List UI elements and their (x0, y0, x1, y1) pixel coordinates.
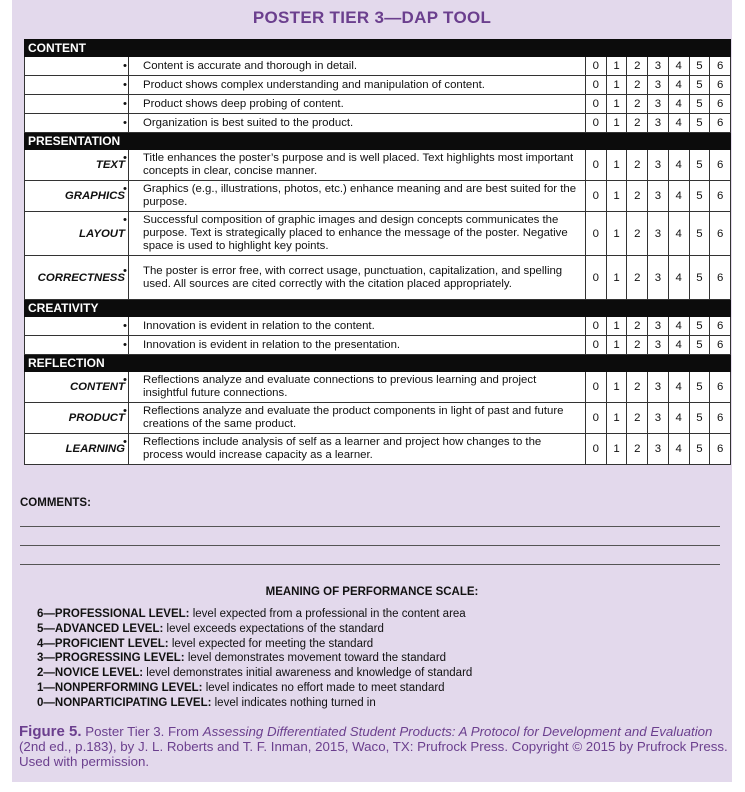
rubric-row (25, 336, 731, 355)
criterion-description (123, 95, 586, 114)
score-cell-3[interactable]: 3 (648, 372, 669, 403)
score-cell-0[interactable]: 0 (586, 403, 607, 434)
score-cell-1[interactable]: 1 (606, 114, 627, 133)
score-cell-4[interactable]: 4 (668, 114, 689, 133)
score-cell-3[interactable]: 3 (648, 114, 669, 133)
score-cell-2[interactable]: 2 (627, 317, 648, 336)
scale-level-name: 1—NONPERFORMING LEVEL: (37, 681, 203, 694)
score-cell-1[interactable]: 1 (606, 372, 627, 403)
score-cell-0[interactable]: 0 (586, 181, 607, 212)
scale-level-name: 0—NONPARTICIPATING LEVEL: (37, 696, 212, 709)
score-cell-2[interactable]: 2 (627, 403, 648, 434)
section-header (25, 133, 731, 150)
scale-level-name: 6—PROFESSIONAL LEVEL: (37, 608, 190, 620)
score-cell-3[interactable]: 3 (648, 212, 669, 256)
score-cell-5[interactable]: 5 (689, 57, 710, 76)
scale-level-name: 2—NOVICE LEVEL: (37, 667, 144, 680)
score-cell-5[interactable]: 5 (689, 403, 710, 434)
scale-level-name: 4—PROFICIENT LEVEL: (37, 637, 169, 650)
score-cell-4[interactable]: 4 (668, 150, 689, 181)
score-cell-2[interactable]: 2 (627, 76, 648, 95)
criterion-label: CONTENT (25, 372, 129, 403)
section-title: CREATIVITY (25, 300, 731, 317)
score-cell-3[interactable]: 3 (648, 403, 669, 434)
score-cell-6[interactable]: 6 (710, 76, 731, 95)
score-cell-4[interactable]: 4 (668, 181, 689, 212)
score-cell-5[interactable]: 5 (689, 150, 710, 181)
bullet-icon: • (123, 264, 127, 277)
scale-level-name: 5—ADVANCED LEVEL: (37, 622, 164, 635)
score-cell-3[interactable]: 3 (648, 434, 669, 465)
scale-level-desc: level indicates nothing turned in (214, 696, 376, 709)
score-cell-3[interactable]: 3 (648, 336, 669, 355)
score-cell-6[interactable]: 6 (710, 317, 731, 336)
scale-level-desc: level expected from a professional in the content area (192, 608, 466, 620)
score-cell-4[interactable]: 4 (668, 57, 689, 76)
scale-heading: MEANING OF PERFORMANCE SCALE: (265, 586, 479, 598)
score-cell-6[interactable]: 6 (710, 57, 731, 76)
caption-book-title: Assessing Differentiated Student Products: A Protocol for Development and Evaluation (202, 724, 713, 739)
score-cell-0[interactable]: 0 (586, 76, 607, 95)
score-cell-4[interactable]: 4 (668, 403, 689, 434)
score-cell-6[interactable]: 6 (710, 181, 731, 212)
page-title: POSTER TIER 3—DAP TOOL (252, 8, 492, 27)
criterion-text: Successful composition of graphic images and design concepts communicates the purpose. Text is strategically placed to enhance the message of the poster. Negative space is used to highlight key points. (143, 214, 568, 252)
criterion-description (123, 150, 586, 181)
score-cell-6[interactable]: 6 (710, 336, 731, 355)
criterion-description (123, 434, 586, 465)
criterion-label: LEARNING (25, 434, 129, 465)
figure-caption (19, 724, 729, 769)
score-cell-2[interactable]: 2 (627, 372, 648, 403)
criterion-text: Title enhances the poster’s purpose and is well placed. Text highlights most important concepts in clear, concise manner. (143, 152, 574, 177)
scale-level-item (37, 681, 472, 696)
score-cell-4[interactable]: 4 (668, 434, 689, 465)
score-cell-5[interactable]: 5 (689, 181, 710, 212)
caption-lead: Poster Tier 3. From (81, 724, 203, 739)
scale-level-desc: level expected for meeting the standard (171, 637, 374, 650)
score-cell-1[interactable]: 1 (606, 57, 627, 76)
bullet-icon: • (123, 319, 127, 332)
criterion-text: Product shows complex understanding and manipulation of content. (143, 78, 485, 91)
score-cell-6[interactable]: 6 (710, 256, 731, 300)
rubric-row (25, 403, 731, 434)
score-cell-5[interactable]: 5 (689, 336, 710, 355)
score-cell-2[interactable]: 2 (627, 181, 648, 212)
criterion-text: Organization is best suited to the product. (143, 116, 354, 129)
score-cell-0[interactable]: 0 (586, 336, 607, 355)
score-cell-5[interactable]: 5 (689, 317, 710, 336)
score-cell-3[interactable]: 3 (648, 181, 669, 212)
score-cell-5[interactable]: 5 (689, 95, 710, 114)
score-cell-2[interactable]: 2 (627, 256, 648, 300)
score-cell-2[interactable]: 2 (627, 114, 648, 133)
criterion-label (25, 95, 129, 114)
score-cell-0[interactable]: 0 (586, 372, 607, 403)
score-cell-4[interactable]: 4 (668, 212, 689, 256)
criterion-description (123, 372, 586, 403)
score-cell-1[interactable]: 1 (606, 76, 627, 95)
score-cell-6[interactable]: 6 (710, 150, 731, 181)
rubric-row (25, 181, 731, 212)
section-header (25, 355, 731, 372)
rubric-row (25, 150, 731, 181)
score-cell-0[interactable]: 0 (586, 114, 607, 133)
score-cell-3[interactable]: 3 (648, 150, 669, 181)
scale-level-desc: level indicates no effort made to meet standard (205, 681, 445, 694)
criterion-label (25, 317, 129, 336)
score-cell-6[interactable]: 6 (710, 212, 731, 256)
criterion-text: Graphics (e.g., illustrations, photos, etc.) enhance meaning and are best suited for the purpose. (143, 183, 577, 208)
score-cell-5[interactable]: 5 (689, 372, 710, 403)
score-cell-3[interactable]: 3 (648, 76, 669, 95)
score-cell-0[interactable]: 0 (586, 317, 607, 336)
criterion-description (123, 212, 586, 256)
score-cell-1[interactable]: 1 (606, 95, 627, 114)
score-cell-1[interactable]: 1 (606, 317, 627, 336)
criterion-label (25, 57, 129, 76)
scale-level-desc: level demonstrates movement toward the standard (187, 652, 447, 665)
scale-level-desc: level demonstrates initial awareness and knowledge of standard (146, 667, 473, 680)
rubric-row (25, 114, 731, 133)
score-cell-6[interactable]: 6 (710, 114, 731, 133)
score-cell-4[interactable]: 4 (668, 95, 689, 114)
score-cell-6[interactable]: 6 (710, 95, 731, 114)
bullet-icon: • (123, 116, 127, 129)
section-title: CONTENT (25, 40, 731, 57)
comments-label: COMMENTS: (20, 497, 91, 509)
rubric-row (25, 256, 731, 300)
poster-rubric-panel (12, 0, 732, 782)
score-cell-2[interactable]: 2 (627, 212, 648, 256)
caption-rest: (2nd ed., p.183), by J. L. Roberts and T. F. Inman, 2015, Waco, TX: Prufrock Press. Copyright © 2015 by Prufrock Press. Used with permission. (19, 739, 728, 769)
score-cell-5[interactable]: 5 (689, 114, 710, 133)
scale-level-item (37, 696, 472, 711)
criterion-label (25, 114, 129, 133)
score-cell-1[interactable]: 1 (606, 434, 627, 465)
score-cell-4[interactable]: 4 (668, 336, 689, 355)
criterion-label: PRODUCT (25, 403, 129, 434)
score-cell-2[interactable]: 2 (627, 95, 648, 114)
score-cell-1[interactable]: 1 (606, 181, 627, 212)
bullet-icon: • (123, 59, 127, 72)
score-cell-0[interactable]: 0 (586, 95, 607, 114)
criterion-label: TEXT (25, 150, 129, 181)
score-cell-3[interactable]: 3 (648, 317, 669, 336)
criterion-label: LAYOUT (25, 212, 129, 256)
scale-level-item (37, 607, 472, 622)
scale-level-item (37, 622, 472, 637)
score-cell-3[interactable]: 3 (648, 256, 669, 300)
score-cell-0[interactable]: 0 (586, 150, 607, 181)
section-header (25, 300, 731, 317)
criterion-text: Content is accurate and thorough in detail. (143, 59, 358, 72)
score-cell-1[interactable]: 1 (606, 336, 627, 355)
score-cell-5[interactable]: 5 (689, 434, 710, 465)
comment-line (20, 545, 720, 546)
criterion-text: The poster is error free, with correct usage, punctuation, capitalization, and spelling used. All sources are cited correctly with the citation placed appropriately. (143, 264, 563, 290)
score-cell-1[interactable]: 1 (606, 256, 627, 300)
bullet-icon: • (123, 152, 127, 164)
bullet-icon: • (123, 436, 127, 448)
rubric-row (25, 57, 731, 76)
criterion-description (123, 336, 586, 355)
criterion-description (123, 403, 586, 434)
score-cell-2[interactable]: 2 (627, 150, 648, 181)
criterion-text: Innovation is evident in relation to the content. (143, 319, 375, 332)
bullet-icon: • (123, 374, 127, 386)
score-cell-5[interactable]: 5 (689, 256, 710, 300)
scale-level-item (37, 651, 472, 666)
score-cell-3[interactable]: 3 (648, 57, 669, 76)
score-cell-2[interactable]: 2 (627, 434, 648, 465)
scale-level-item (37, 666, 472, 681)
score-cell-6[interactable]: 6 (710, 403, 731, 434)
scale-list (37, 607, 472, 711)
score-cell-4[interactable]: 4 (668, 76, 689, 95)
score-cell-3[interactable]: 3 (648, 95, 669, 114)
score-cell-5[interactable]: 5 (689, 76, 710, 95)
criterion-description (123, 114, 586, 133)
criterion-label: CORRECTNESS (25, 256, 129, 300)
rubric-table (24, 39, 731, 465)
criterion-label: GRAPHICS (25, 181, 129, 212)
criterion-label (25, 336, 129, 355)
score-cell-0[interactable]: 0 (586, 434, 607, 465)
caption-figure: Figure 5. (19, 723, 82, 740)
comment-line (20, 526, 720, 527)
scale-level-name: 3—PROGRESSING LEVEL: (37, 652, 185, 665)
comment-line (20, 564, 720, 565)
criterion-description (123, 76, 586, 95)
score-cell-0[interactable]: 0 (586, 256, 607, 300)
criterion-label (25, 76, 129, 95)
criterion-description (123, 256, 586, 300)
scale-level-desc: level exceeds expectations of the standard (166, 622, 384, 635)
score-cell-2[interactable]: 2 (627, 336, 648, 355)
rubric-row (25, 317, 731, 336)
score-cell-1[interactable]: 1 (606, 403, 627, 434)
bullet-icon: • (123, 405, 127, 417)
score-cell-2[interactable]: 2 (627, 57, 648, 76)
bullet-icon: • (123, 338, 127, 351)
criterion-description (123, 317, 586, 336)
score-cell-0[interactable]: 0 (586, 57, 607, 76)
score-cell-4[interactable]: 4 (668, 372, 689, 403)
criterion-description (123, 181, 586, 212)
bullet-icon: • (123, 78, 127, 91)
score-cell-1[interactable]: 1 (606, 212, 627, 256)
bullet-icon: • (123, 97, 127, 110)
criterion-text: Reflections analyze and evaluate the product components in light of past and future creations of the same product. (143, 405, 564, 430)
score-cell-1[interactable]: 1 (606, 150, 627, 181)
score-cell-0[interactable]: 0 (586, 212, 607, 256)
section-title: PRESENTATION (25, 133, 731, 150)
criterion-text: Product shows deep probing of content. (143, 97, 344, 110)
rubric-row (25, 95, 731, 114)
bullet-icon: • (123, 214, 127, 226)
rubric-row (25, 212, 731, 256)
criterion-text: Innovation is evident in relation to the presentation. (143, 338, 401, 351)
score-cell-4[interactable]: 4 (668, 317, 689, 336)
bullet-icon: • (123, 183, 127, 195)
scale-level-item (37, 637, 472, 652)
score-cell-6[interactable]: 6 (710, 434, 731, 465)
criterion-text: Reflections include analysis of self as a learner and project how changes to the process would increase capacity as a learner. (143, 436, 542, 461)
criterion-description (123, 57, 586, 76)
rubric-row (25, 372, 731, 403)
section-title: REFLECTION (25, 355, 731, 372)
section-header (25, 40, 731, 57)
rubric-row (25, 434, 731, 465)
score-cell-6[interactable]: 6 (710, 372, 731, 403)
criterion-text: Reflections analyze and evaluate connections to previous learning and project insightful future connections. (143, 374, 537, 399)
rubric-row (25, 76, 731, 95)
score-cell-4[interactable]: 4 (668, 256, 689, 300)
score-cell-5[interactable]: 5 (689, 212, 710, 256)
